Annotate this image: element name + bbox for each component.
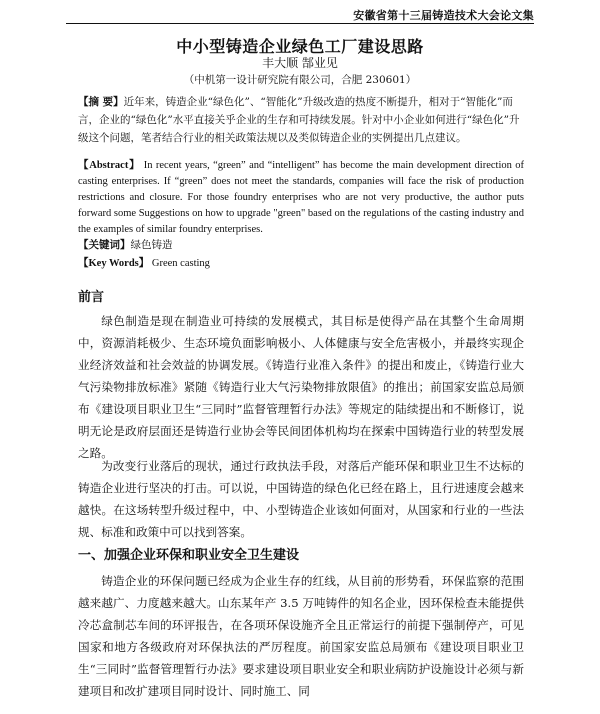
preface-paragraph-1: 绿色制造是现在制造业可持续的发展模式，其目标是使得产品在其整个生命周期中，资源消耗极少、生态环境负面影响极小、人体健康与安全危害极小，并最终实现企业经济效益和社会效益的协调发展。《铸造行业准入条件》的提出和废止，《铸造行业大气污染物排放标准》紧随《铸造行业大气污染物排放限值》的推出；前国家安监总局颁布《建设项目职业卫生“三同时”监督管理暂行办法》等规定的陆续提出和不断修订，说明无论是政府层面还是铸造行业协会等民间团体机构均在探索中国铸造行业的转型发展之路。 bbox=[78, 314, 524, 460]
abstract-cn-text: 近年来，铸造企业“绿色化”、“智能化”升级改造的热度不断提升，相对于“智能化”而言，企业的“绿色化”水平直接关乎企业的生存和可持续发展。针对中小企业如何进行“绿色化”升级这个问题，笔者结合行业的相关政策法规以及类似铸造企业的实例提出几点建议。 bbox=[78, 96, 520, 144]
abstract-en bbox=[78, 158, 524, 238]
abstract-en-text: In recent years, “green” and “intelligent” has become the main development direction of casting enterprises. If “green” does not meet the standards, companies will face the risk of production restrictions and closure. For those foundry enterprises who are not very productive, the author puts forward some Suggestions on how to upgrade "green" based on the regulations of the casting industry and the examples of similar foundry enterprises. bbox=[78, 160, 524, 235]
abstract-cn bbox=[78, 93, 524, 147]
keywords-en bbox=[78, 256, 524, 272]
section-heading-preface: 前言 bbox=[78, 290, 105, 305]
keywords-cn bbox=[78, 236, 524, 254]
keywords-cn-text: 绿色铸造 bbox=[130, 239, 173, 251]
preface-paragraph-2: 为改变行业落后的现状，通过行政执法手段，对落后产能环保和职业卫生不达标的铸造企业进行坚决的打击。可以说，中国铸造的绿色化已经在路上，且行进速度会越来越快。在这场转型升级过程中，中、小型铸造企业该如何面对，从国家和行业的一些法规、标准和政策中可以找到答案。 bbox=[78, 459, 524, 539]
keywords-en-label: 【Key Words】 bbox=[78, 258, 150, 269]
abstract-cn-label: 【摘 要】 bbox=[78, 96, 124, 108]
section-one-paragraph-1: 铸造企业的环保问题已经成为企业生存的红线，从目前的形势看，环保监察的范围越来越广、力度越来越大。山东某年产 3.5 万吨铸件的知名企业，因环保检查未能提供冷芯盒制芯车间的环评报告，在各项环保设施齐全且正常运行的前提下强制停产，可见国家和地方各级政府对环保执法的严厉程度。前国家安监总局颁布《建设项目职业卫生“三同时”监督管理暂行办法》要求建设项目职业安全和职业病防护设施设计必须与新建项目和改扩建项目同时设计、同时施工、同 bbox=[78, 574, 524, 698]
section-heading-one: 一、加强企业环保和职业安全卫生建设 bbox=[78, 548, 300, 563]
abstract-en-label: 【Abstract】 bbox=[78, 160, 141, 171]
running-header: 安徽省第十三届铸造技术大会论文集 bbox=[353, 9, 534, 22]
paper-affiliation: （中机第一设计研究院有限公司，合肥 230601） bbox=[183, 74, 417, 86]
keywords-cn-label: 【关键词】 bbox=[78, 239, 131, 251]
paper-title: 中小型铸造企业绿色工厂建设思路 bbox=[176, 37, 424, 56]
header-rule bbox=[66, 23, 534, 24]
keywords-en-text: Green casting bbox=[151, 258, 210, 269]
paper-authors: 丰大顺 郜业见 bbox=[262, 56, 338, 70]
